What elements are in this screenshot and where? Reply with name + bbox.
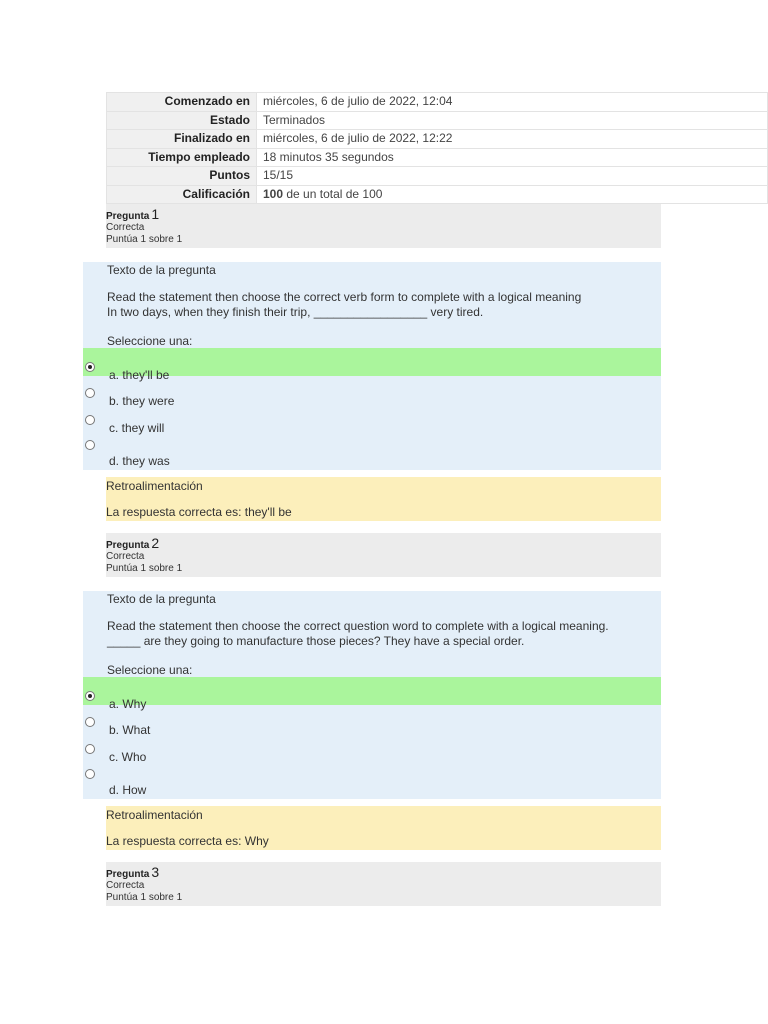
summary-value: miércoles, 6 de julio de 2022, 12:22: [257, 130, 768, 149]
question-state: Correcta: [106, 551, 145, 562]
answer-label: a. Why: [109, 697, 147, 711]
radio-icon[interactable]: [85, 744, 95, 754]
radio-icon[interactable]: [85, 717, 95, 727]
answer-option-c[interactable]: [83, 404, 661, 435]
answer-label: b. What: [109, 723, 151, 737]
answer-option-c[interactable]: [83, 733, 661, 764]
feedback-heading: Retroalimentación: [106, 808, 203, 822]
answer-label: d. they was: [109, 454, 170, 468]
answer-label: c. they will: [109, 421, 165, 435]
question-text-heading: Texto de la pregunta: [107, 592, 216, 606]
radio-icon[interactable]: [85, 769, 95, 779]
question-label: Pregunta: [106, 211, 150, 222]
select-label: Seleccione una:: [107, 663, 193, 677]
summary-value: 18 minutos 35 segundos: [257, 148, 768, 167]
question-grade: Puntúa 1 sobre 1: [106, 234, 183, 245]
question-label: Pregunta: [106, 540, 150, 551]
answer-option-a[interactable]: [83, 348, 661, 382]
select-label: Seleccione una:: [107, 334, 193, 348]
feedback-heading: Retroalimentación: [106, 479, 203, 493]
radio-icon[interactable]: [85, 415, 95, 425]
question-grade: Puntúa 1 sobre 1: [106, 892, 183, 903]
question-2-content: [83, 591, 661, 799]
summary-key: Comenzado en: [107, 93, 257, 112]
question-title: [106, 864, 159, 880]
radio-icon[interactable]: [85, 440, 95, 450]
radio-checked-icon[interactable]: [85, 362, 95, 372]
question-sentence: _____ are they going to manufacture those pieces? They have a special order.: [107, 634, 525, 648]
feedback-text: La respuesta correcta es: they'll be: [106, 505, 292, 519]
answer-label: d. How: [109, 783, 147, 797]
question-grade: Puntúa 1 sobre 1: [106, 563, 183, 574]
question-number: 1: [151, 206, 160, 222]
grade-total: de un total de 100: [283, 186, 383, 201]
summary-row: [107, 167, 768, 186]
question-2-feedback: [106, 806, 661, 850]
question-state: Correcta: [106, 880, 145, 891]
summary-row: [107, 185, 768, 204]
summary-key: Estado: [107, 111, 257, 130]
question-3-info: [106, 862, 661, 906]
summary-row: [107, 148, 768, 167]
radio-checked-icon[interactable]: [85, 691, 95, 701]
summary-key: Tiempo empleado: [107, 148, 257, 167]
summary-key: Puntos: [107, 167, 257, 186]
summary-key: Calificación: [107, 185, 257, 204]
question-number: 2: [151, 535, 160, 551]
answer-label: b. they were: [109, 394, 175, 408]
summary-value: miércoles, 6 de julio de 2022, 12:04: [257, 93, 768, 112]
question-title: [106, 206, 159, 222]
summary-key: Finalizado en: [107, 130, 257, 149]
summary-value: 15/15: [257, 167, 768, 186]
question-1-content: [83, 262, 661, 470]
grade-value: 100: [263, 186, 284, 201]
question-prompt: Read the statement then choose the correct verb form to complete with a logical meaning: [107, 290, 582, 304]
radio-icon[interactable]: [85, 388, 95, 398]
answer-option-a[interactable]: [83, 677, 661, 711]
question-prompt: Read the statement then choose the correct question word to complete with a logical meaning.: [107, 619, 609, 633]
summary-value: [257, 185, 768, 204]
answer-option-d[interactable]: [83, 761, 661, 797]
answer-label: c. Who: [109, 750, 147, 764]
question-label: Pregunta: [106, 869, 150, 880]
question-title: [106, 535, 159, 551]
question-state: Correcta: [106, 222, 145, 233]
question-1-info: [106, 204, 661, 248]
answer-option-d[interactable]: [83, 432, 661, 468]
summary-value: Terminados: [257, 111, 768, 130]
answer-option-b[interactable]: [83, 376, 661, 408]
question-1-feedback: [106, 477, 661, 521]
feedback-text: La respuesta correcta es: Why: [106, 834, 269, 848]
question-number: 3: [151, 864, 160, 880]
question-2-info: [106, 533, 661, 577]
answer-option-b[interactable]: [83, 705, 661, 737]
answer-label: a. they'll be: [109, 368, 170, 382]
question-text-heading: Texto de la pregunta: [107, 263, 216, 277]
summary-row: [107, 130, 768, 149]
attempt-summary-table: [106, 92, 768, 204]
summary-row: [107, 93, 768, 112]
summary-row: [107, 111, 768, 130]
question-sentence: In two days, when they finish their trip, _________________ very tired.: [107, 305, 484, 319]
